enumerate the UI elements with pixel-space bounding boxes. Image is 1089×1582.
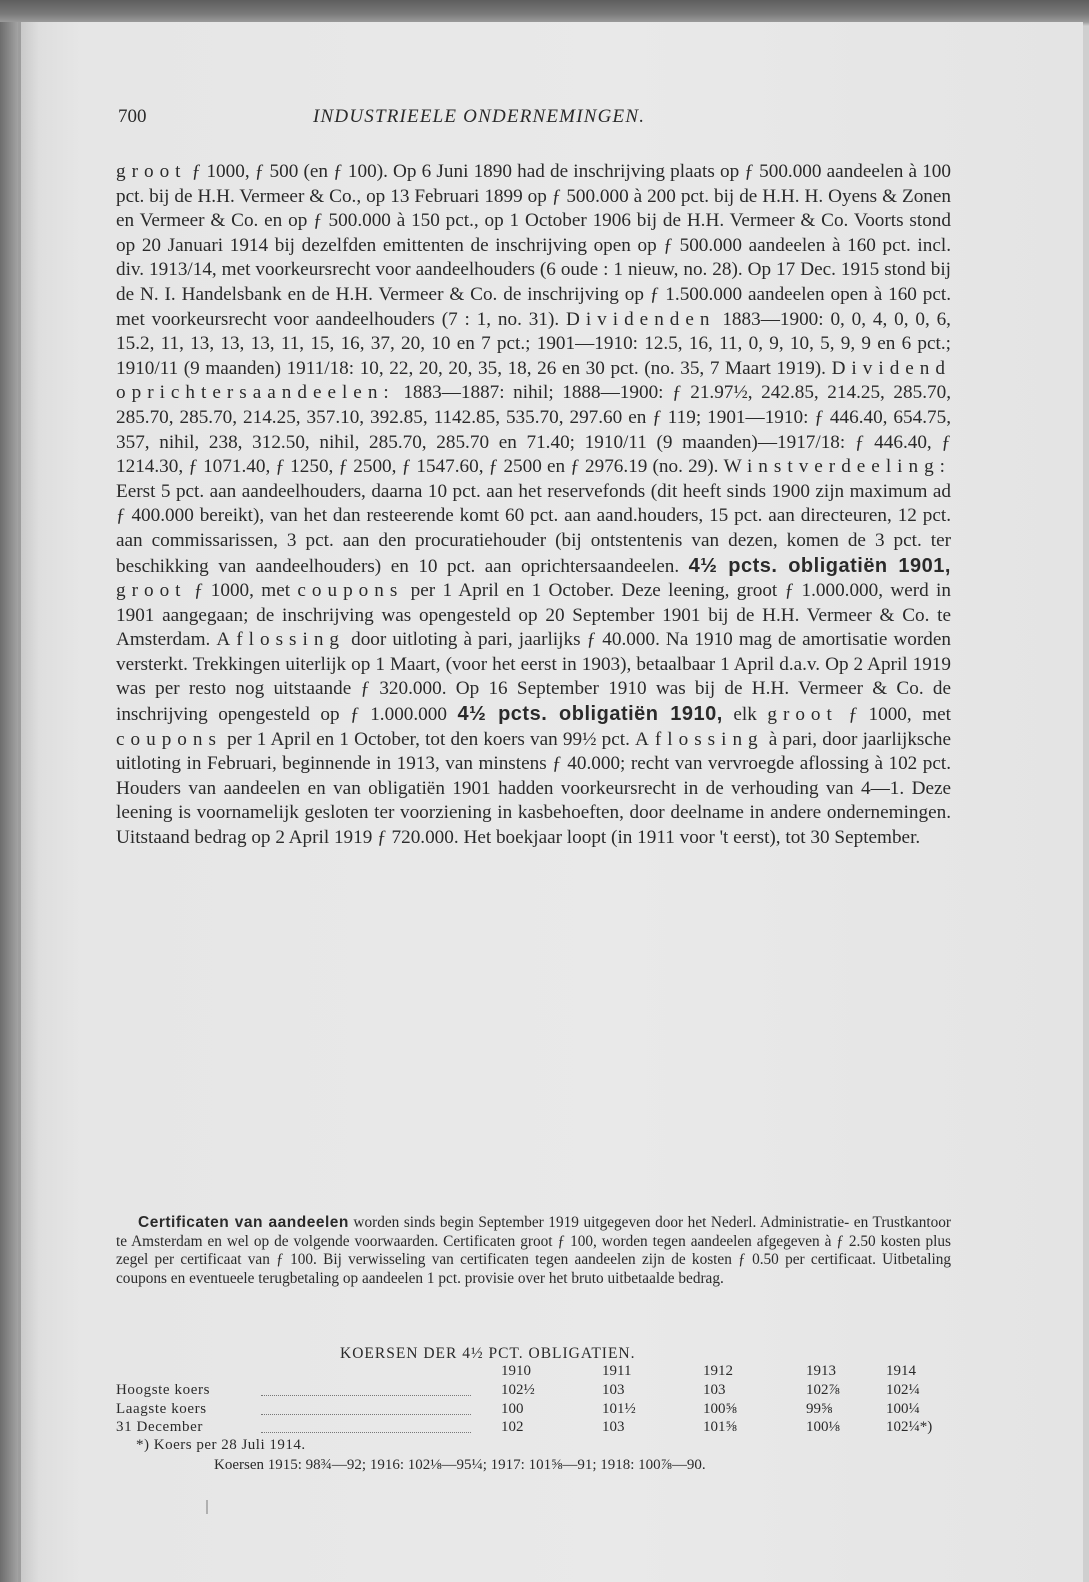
- table-cell: 103: [703, 1381, 726, 1398]
- table-cell: 103: [602, 1381, 625, 1398]
- later-koersen-line: Koersen 1915: 98¾—92; 1916: 102⅛—95¼; 1917: 101⅝—91; 1918: 100⅞—90.: [214, 1457, 706, 1473]
- certificaten-paragraph: [116, 1214, 951, 1288]
- leader-dots: [261, 1381, 471, 1396]
- table-cell: 102¼*): [886, 1419, 933, 1436]
- row-label: 31 December: [116, 1419, 203, 1436]
- year-header: 1913: [806, 1363, 836, 1379]
- table-cell: 102¼: [886, 1381, 920, 1398]
- leader-dots: [261, 1400, 471, 1415]
- table-cell: 101½: [602, 1400, 636, 1417]
- row-label: Laagste koers: [116, 1400, 207, 1417]
- spaced-term-groot: groot: [116, 580, 187, 602]
- aflossing-label: Aflossing: [635, 728, 764, 750]
- row-label: Hoogste koers: [116, 1381, 211, 1398]
- aflossing-1901-text: door uitloting à pari, jaarlijks ƒ 40.000. Na 1910 mag de amortisatie worden versterkt. Trekkingen uiterlijk op 1 Maart, (voor het eerst in 1903), betaalbaar 1 April d.a.v. Op 2 April 1919 was per resto nog uitstaande ƒ 320.000. Op 16 September 1910 was bij de H.H. Vermeer & Co. de inschrijving opengesteld op ƒ 1.000.000: [116, 629, 951, 726]
- obligaties-1910-text: ƒ 1000, met: [837, 704, 951, 726]
- table-cell: 102½: [501, 1381, 535, 1398]
- koers-table-title: KOERSEN DER 4½ PCT. OBLIGATIEN.: [340, 1345, 636, 1362]
- year-header: 1912: [703, 1363, 733, 1379]
- certificaten-text: worden sinds begin September 1919 uitgegeven door het Nederl. Administratie- en Trustkantoor te Amsterdam en wel op de volgende voorwaarden. Certificaten groot ƒ 100, worden tegen aandeelen afgegeven à ƒ 2.50 kosten plus zegel per certificaat van ƒ 100. Bij verwisseling van certificaten tegen aandeelen zijn de kosten ƒ 0.50 per certificaat. Uitbetaling coupons en eventueele terugbetaling op aandeelen 1 pct. provisie over het bruto uitbetaalde bedrag.: [116, 1214, 951, 1287]
- obligaties-1910-heading: 4½ pcts. obligatiën 1910,: [457, 703, 723, 726]
- spaced-term-coupons: coupons: [297, 580, 404, 602]
- dividenden-label: Dividenden: [565, 308, 716, 330]
- paragraph-text: [116, 160, 951, 851]
- emission-history-text: ƒ 1000, ƒ 500 (en ƒ 100). Op 6 Juni 1890 had de inschrijving plaats op ƒ 500.000 aandeelen à 100 pct. bij de H.H. Vermeer & Co., op 13 Februari 1899 op ƒ 500.000 à 200 pct. bij de H.H. H. Oyens & Zonen en Vermeer & Co. en op ƒ 500.000 à 150 pct., op 1 October 1906 bij de H.H. Vermeer & Co. Voorts stond op 20 Januari 1914 bij dezelfden emittenten de inschrijving open op ƒ 500.000 aandeelen à 160 pct. incl. div. 1913/14, met voorkeursrecht voor aandeelhouders (6 oude : 1 nieuw, no. 28). Op 17 Dec. 1915 stond bij de N. I. Handelsbank en de H.H. Vermeer & Co. de inschrijving op ƒ 1.500.000 aandeelen open à 160 pct. met voorkeursrecht voor aandeelhouders (7 : 1, no. 31).: [116, 161, 951, 330]
- winstverdeeling-text: Eerst 5 pct. aan aandeelhouders, daarna 10 pct. aan het reservefonds (dit heeft sinds 1900 zijn maximum ad ƒ 400.000 bereikt), van het dan resteerende komt 60 pct. aan aand.houders, 15 pct. aan directeuren, 12 pct. aan commissarissen, 3 pct. aan den procuratiehouder (bij ontstentenis van dezen, komen de 3 pct. ter beschikking van aandeelhouders) en 10 pct. aan oprichtersaandeelen.: [116, 480, 951, 577]
- obligaties-1901-text: per 1 April en 1 October. Deze leening, groot ƒ 1.000.000, werd in 1901 aangegaan; de inschrijving was opengesteld op 20 September 1901 bij de H.H. Vermeer & Co. te Amsterdam.: [116, 580, 951, 651]
- aflossing-label: Aflossing: [216, 629, 346, 651]
- dividend-oprichters-label: Dividend oprichtersaandeelen:: [116, 357, 951, 404]
- koers-table: [116, 1362, 946, 1437]
- paragraph-text: [116, 1214, 951, 1288]
- year-header: 1910: [501, 1363, 531, 1379]
- table-cell: 102⅞: [806, 1381, 840, 1398]
- obligaties-1901-heading: 4½ pcts. obligatiën 1901,: [688, 554, 951, 577]
- table-cell: 100⅝: [703, 1400, 737, 1417]
- book-spine-shadow: [0, 22, 18, 1582]
- page-number: 700: [118, 106, 147, 127]
- obligaties-1910-text: per 1 April en 1 October, tot den koers van 99½ pct.: [221, 728, 636, 750]
- table-cell: 100⅛: [806, 1419, 840, 1436]
- table-cell: 100¼: [886, 1400, 920, 1417]
- table-row: [116, 1418, 946, 1437]
- page-header: [118, 106, 948, 130]
- table-row: [116, 1400, 946, 1419]
- table-cell: 101⅝: [703, 1419, 737, 1436]
- certificaten-heading: Certificaten van aandeelen: [138, 1214, 349, 1231]
- aflossing-1910-text: à pari, door jaarlijksche uitloting in Februari, beginnende in 1913, van minstens ƒ 40.000; recht van vervroegde aflossing à 102 pct. Houders van aandeelen en van obligatiën 1901 hadden voorkeursrecht in de verhouding van 4—1. Deze leening is voornamelijk gesloten ter voorziening in kasbehoeften, door deelname in andere ondernemingen. Uitstaand bedrag op 2 April 1919 ƒ 720.000. Het boekjaar loopt (in 1911 voor 't eerst), tot 30 September.: [116, 728, 952, 849]
- main-paragraph: [116, 160, 951, 851]
- table-cell: 103: [602, 1419, 625, 1436]
- spaced-term-groot: groot: [116, 161, 187, 182]
- scan-speck: [206, 1500, 208, 1514]
- spaced-term-groot: groot: [767, 704, 838, 726]
- table-cell: 99⅝: [806, 1400, 833, 1417]
- obligaties-1901-text: ƒ 1000, met: [186, 580, 298, 602]
- year-header: 1914: [886, 1363, 916, 1379]
- table-footnote: *) Koers per 28 Juli 1914.: [136, 1437, 306, 1453]
- dividend-oprichters-text: 1883—1887: nihil; 1888—1900: ƒ 21.97½, 242.85, 214.25, 285.70, 285.70, 285.70, 214.25, 357.10, 392.85, 1142.85, 535.70, 297.60 en ƒ 119; 1901—1910: ƒ 446.40, 654.75, 357, nihil, 238, 312.50, nihil, 285.70, 285.70 en 71.40; 1910/11 (9 maanden)—1917/18: ƒ 446.40, ƒ 1214.30, ƒ 1071.40, ƒ 1250, ƒ 2500, ƒ 1547.60, ƒ 2500 en ƒ 2976.19 (no. 29).: [116, 382, 951, 478]
- running-title: INDUSTRIEELE ONDERNEMINGEN.: [313, 106, 646, 127]
- table-row: [116, 1381, 946, 1400]
- table-header-row: [116, 1362, 946, 1381]
- leader-dots: [261, 1418, 471, 1433]
- table-cell: 102: [501, 1419, 524, 1436]
- year-header: 1911: [602, 1363, 632, 1379]
- table-cell: 100: [501, 1400, 524, 1417]
- spaced-term-coupons: coupons: [116, 728, 222, 750]
- dividenden-text: 1883—1900: 0, 0, 4, 0, 0, 6, 15.2, 11, 13, 13, 13, 11, 15, 16, 37, 20, 10 en 7 pct.; 1901—1910: 12.5, 16, 11, 0, 9, 10, 5, 9, 9 en 6 pct.; 1910/11 (9 maanden) 1911/18: 10, 22, 20, 20, 35, 18, 26 en 30 pct. (no. 35, 7 Maart 1919).: [116, 308, 951, 379]
- obligaties-1910-text: elk: [722, 704, 768, 726]
- winstverdeeling-label: Winstverdeeling:: [723, 456, 951, 478]
